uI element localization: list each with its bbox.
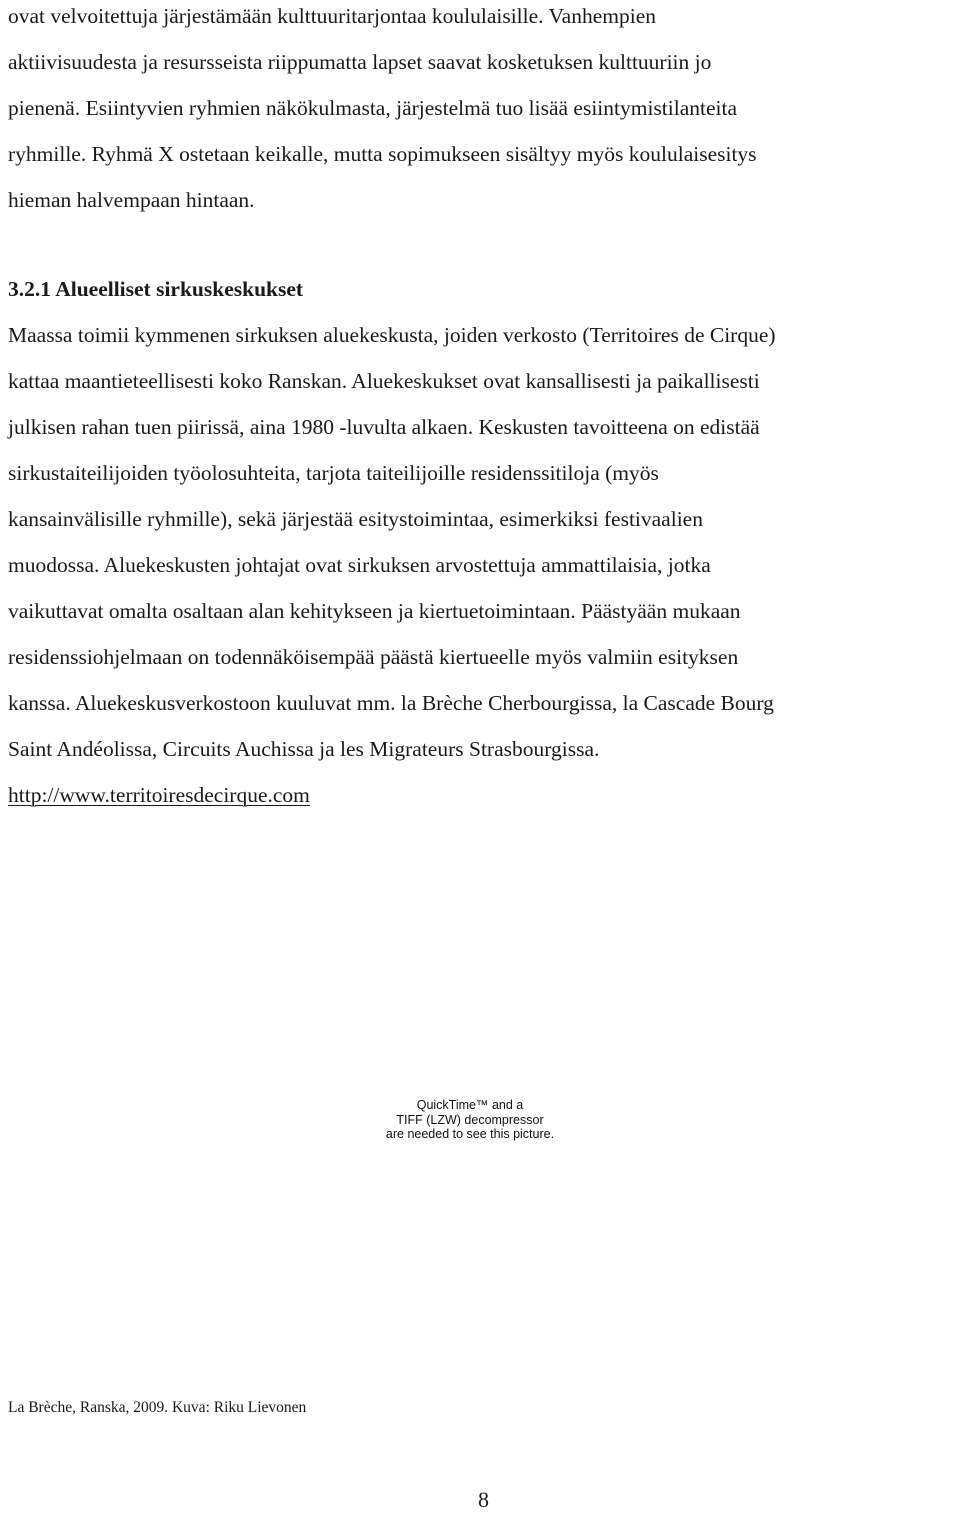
- paragraph-line: Saint Andéolissa, Circuits Auchissa ja les Migrateurs Strasbourgissa.: [8, 737, 600, 761]
- paragraph-line: kattaa maantieteellisesti koko Ranskan. Aluekeskukset ovat kansallisesti ja paikallisesti: [8, 369, 760, 393]
- paragraph-line: vaikuttavat omalta osaltaan alan kehitykseen ja kiertuetoimintaan. Päästyään mukaan: [8, 599, 741, 623]
- paragraph-regional-centers: [8, 312, 776, 818]
- link-line: [8, 772, 776, 818]
- paragraph-line: julkisen rahan tuen piirissä, aina 1980 -luvulta alkaen. Keskusten tavoitteena on edistää: [8, 415, 760, 439]
- paragraph-line: sirkustaiteilijoiden työolosuhteita, tarjota taiteilijoille residenssitiloja (myös: [8, 461, 659, 485]
- paragraph-line: hieman halvempaan hintaan.: [8, 188, 255, 212]
- paragraph-line: pienenä. Esiintyvien ryhmien näkökulmasta, järjestelmä tuo lisää esiintymistilanteita: [8, 96, 738, 120]
- section-heading: 3.2.1 Alueelliset sirkuskeskukset: [8, 277, 304, 301]
- paragraph-intro: [8, 0, 757, 223]
- paragraph-line: residenssiohjelmaan on todennäköisempää päästä kiertueelle myös valmiin esityksen: [8, 645, 739, 669]
- placeholder-line: QuickTime™ and a: [416, 1098, 524, 1112]
- paragraph-line: ryhmille. Ryhmä X ostetaan keikalle, mutta sopimukseen sisältyy myös koululaisesitys: [8, 142, 757, 166]
- paragraph-line: muodossa. Aluekeskusten johtajat ovat sirkuksen arvostettuja ammattilaisia, jotka: [8, 553, 711, 577]
- paragraph-line: kanssa. Aluekeskusverkostoon kuuluvat mm. la Brèche Cherbourgissa, la Cascade Bourg: [8, 691, 774, 715]
- paragraph-line: ovat velvoitettuja järjestämään kulttuuritarjontaa koululaisille. Vanhempien: [8, 4, 657, 28]
- placeholder-line: TIFF (LZW) decompressor: [396, 1112, 544, 1127]
- placeholder-line: are needed to see this picture.: [385, 1127, 555, 1141]
- image-caption: La Brèche, Ranska, 2009. Kuva: Riku Lievonen: [8, 1399, 307, 1416]
- paragraph-line: Maassa toimii kymmenen sirkuksen aluekeskusta, joiden verkosto (Territoires de Cirque): [8, 323, 776, 347]
- territoires-link[interactable]: http://www.territoiresdecirque.com: [8, 783, 310, 807]
- paragraph-line: aktiivisuudesta ja resursseista riippumatta lapset saavat kosketuksen kulttuuriin jo: [8, 50, 712, 74]
- image-placeholder: [360, 1098, 580, 1142]
- page-number: 8: [478, 1487, 489, 1512]
- paragraph-line: kansainvälisille ryhmille), sekä järjestää esitystoimintaa, esimerkiksi festivaalien: [8, 507, 703, 531]
